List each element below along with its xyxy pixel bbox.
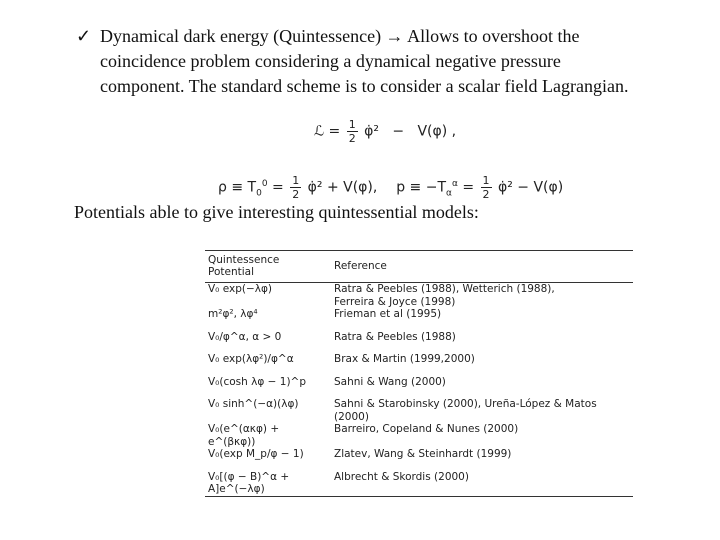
lagrangian-equation: ℒ = $\frac{1}{2}$ φ̇² − V(φ) , xyxy=(314,118,457,145)
potentials-table xyxy=(205,250,633,497)
bullet-text-2: coincidence problem considering a dynamical negative pressure xyxy=(100,51,561,71)
density-pressure-equation: $\rho \equiv T_0^0$ = $\frac{1}{2}$ φ̇² + V(φ), $p \equiv -T_\alpha^\alpha$ = $\frac{1}{2}$ φ̇² − V(φ) xyxy=(218,174,564,201)
table-row xyxy=(205,423,633,448)
table-row xyxy=(205,398,633,423)
potential-cell: V₀(e^(ακφ) + e^(βκφ)) xyxy=(208,423,280,448)
rho-term: φ̇² + V(φ), xyxy=(307,179,378,196)
checkmark-icon: ✓ xyxy=(76,26,92,46)
p-frac-num: 1 xyxy=(482,174,490,187)
potential-cell: V₀(exp M_p/φ − 1) xyxy=(208,448,304,460)
potential-cell: V₀ exp(λφ²)/φ^α xyxy=(208,353,294,365)
lagrangian-potential-term: V(φ) , xyxy=(417,123,457,140)
potentials-heading: Potentials able to give interesting quintessential models: xyxy=(74,202,479,222)
bullet-point xyxy=(76,24,706,99)
rho-lhs: ρ ≡ T xyxy=(218,179,257,196)
header-potential: Quintessence Potential xyxy=(205,251,331,283)
reference-cell: Sahni & Starobinsky (2000), Ureña-López & Matos (2000) xyxy=(334,398,597,423)
potential-cell: V₀/φ^α, α > 0 xyxy=(208,330,282,343)
lagrangian-frac-den: 2 xyxy=(348,132,356,145)
table-row xyxy=(205,376,633,399)
table-row xyxy=(205,471,633,497)
reference-cell: Ratra & Peebles (1988), Wetterich (1988), Ferreira & Joyce (1998) xyxy=(334,283,555,308)
lagrangian-kinetic-term: φ̇² xyxy=(364,123,380,140)
table-row xyxy=(205,283,633,309)
reference-cell: Brax & Martin (1999,2000) xyxy=(334,353,475,365)
table-row xyxy=(205,308,633,331)
reference-cell: Ratra & Peebles (1988) xyxy=(334,330,456,343)
p-term: φ̇² − V(φ) xyxy=(498,179,564,196)
lagrangian-frac-num: 1 xyxy=(348,118,356,131)
lagrangian-lhs: ℒ = xyxy=(314,123,341,140)
potential-cell: V₀(cosh λφ − 1)^p xyxy=(208,375,307,388)
reference-cell: Barreiro, Copeland & Nunes (2000) xyxy=(334,423,519,435)
bullet-line-3 xyxy=(76,74,706,99)
potential-cell: V₀ sinh^(−α)(λφ) xyxy=(208,398,299,410)
reference-cell: Zlatev, Wang & Steinhardt (1999) xyxy=(334,448,512,460)
p-frac-den: 2 xyxy=(482,188,490,201)
table-header-row xyxy=(205,251,633,283)
potential-cell: m²φ², λφ⁴ xyxy=(208,308,258,320)
table-row xyxy=(205,353,633,376)
bullet-line-1 xyxy=(76,24,706,49)
header-reference: Reference xyxy=(331,251,633,283)
bullet-text-3: component. The standard scheme is to consider a scalar field Lagrangian. xyxy=(100,76,629,96)
p-lhs: p ≡ −T xyxy=(396,179,447,196)
bullet-line-2 xyxy=(76,49,706,74)
p-equals: = xyxy=(462,179,475,196)
table-row xyxy=(205,331,633,354)
rho-equals: = xyxy=(272,179,284,196)
table-row xyxy=(205,448,633,471)
reference-cell: Frieman et al (1995) xyxy=(334,308,442,320)
rho-frac-num: 1 xyxy=(292,174,300,187)
potential-cell: V₀ exp(−λφ) xyxy=(208,283,273,295)
rho-fraction xyxy=(290,174,301,201)
potential-cell: V₀[(φ − B)^α + A]e^(−λφ) xyxy=(205,471,331,497)
p-fraction xyxy=(481,174,492,201)
reference-cell: Albrecht & Skordis (2000) xyxy=(331,471,633,497)
reference-cell: Sahni & Wang (2000) xyxy=(334,375,446,388)
lagrangian-fraction xyxy=(347,118,358,145)
rho-frac-den: 2 xyxy=(292,188,300,201)
bullet-text-1: Dynamical dark energy (Quintessence) → Allows to overshoot the xyxy=(100,26,580,46)
